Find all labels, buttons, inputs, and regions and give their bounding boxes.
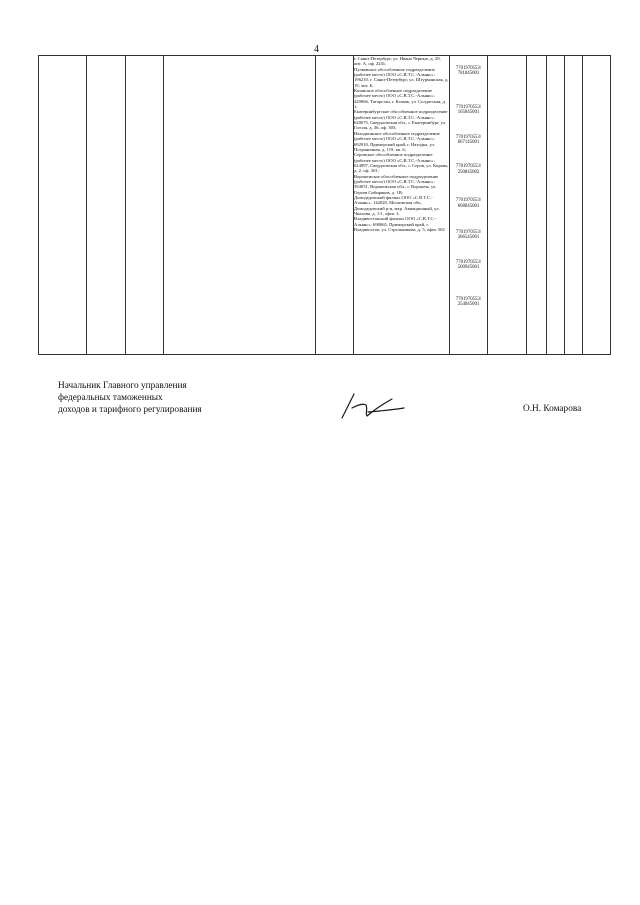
inn-kpp-code: 7701970553/ 254045001 (455, 296, 482, 308)
signer-name: О.Н. Комарова (523, 404, 582, 414)
branch-entry: Екатеринбургское обособленное подразделение (рабочее место) ООО «С.В.Т.С.-Альянс»: 620075, Свердловская обл., г. Екатеринбург, ул. Гоголя, д. 36, оф. 305; (354, 109, 448, 131)
inn-kpp-code: 7701970553/ 165845001 (455, 104, 482, 116)
table-cell-empty (527, 56, 547, 355)
table-cell-empty (488, 56, 527, 355)
signatory-title-line: доходов и тарифного регулирования (58, 405, 202, 416)
handwritten-signature (338, 388, 408, 424)
registry-table (38, 55, 611, 355)
inn-kpp-code: 7701970553/ 668045001 (455, 198, 482, 209)
table-cell-empty (126, 56, 164, 355)
inn-kpp-code: 7701970553/ 366545001 (455, 230, 482, 241)
signature-block (58, 380, 202, 417)
branch-entry: Пулковское обособленное подразделение (рабочее место) ООО «С.В.Т.С.-Альянс»: 196210, г. Санкт-Петербург, ул. Штурманская, д. 19, лит. Б; (354, 66, 449, 88)
branch-addresses-cell (354, 56, 450, 355)
table-cell-empty (583, 56, 611, 355)
branch-entry: Воронежское обособленное подразделение (рабочее место) ООО «С.В.Т.С.-Альянс»: 394051, Воронежская обл., г. Воронеж, ул. Героев Сибиряков, д. 1В; (354, 173, 439, 195)
inn-kpp-cell (450, 56, 488, 355)
table-cell-empty (547, 56, 565, 355)
signatory-title-line: Начальник Главного управления (58, 381, 187, 391)
inn-kpp-code: 7701970553/ 500945001 (455, 259, 482, 271)
table-cell-empty (87, 56, 126, 355)
branch-entry: Домодедовский филиал ООО «С.В.Т.С.-Альянс»: 142020, Московская обл., Домодедовский р-н, мкр. Авиационный, ул. Чкалова, д. 1/1, офис 1; (354, 194, 440, 216)
branch-entry: г. Санкт-Петербург, ул. Ивана Черных, д. 29, лит. А, оф. 2241; (354, 56, 441, 67)
table-row (39, 56, 611, 355)
table-cell-empty (164, 56, 316, 355)
branch-entry: Владивостокский филиал ООО «С.В.Т.С.-Альянс»: 690065, Приморский край, г. Владивосток, ул. Стрельникова, д. 5, офис 502 (354, 216, 445, 232)
inn-kpp-code: 7701970553/ 667145001 (455, 134, 482, 146)
table-cell-empty (565, 56, 583, 355)
table-cell-empty (39, 56, 87, 355)
branch-entry: Серовское обособленное подразделение (рабочее место) ООО «С.В.Т.С.-Альянс»: 624997, Свердловская обл., г. Серов, ул. Кирова, д. 2, оф. 301; (354, 152, 449, 174)
signatory-title-line: федеральных таможенных (58, 393, 163, 404)
branch-entry: Находкинское обособленное подразделение (рабочее место) ООО «С.В.Т.С.-Альянс»: 692910, Приморский край, г. Находка, ул. Пограничная, д. 119, кв. 6; (354, 130, 440, 152)
table-cell-empty (316, 56, 354, 355)
inn-kpp-code: 7701970553/ 250845002 (455, 164, 482, 175)
inn-kpp-code: 7701970553/ 781045001 (455, 66, 482, 77)
page-number: 4 (314, 44, 319, 55)
branch-entry: Казанское обособленное подразделение (рабочее место) ООО «С.В.Т.С.-Альянс»: 420066, Татарстан, г. Казань, ул. Солдатская, д. 1; (354, 88, 447, 110)
